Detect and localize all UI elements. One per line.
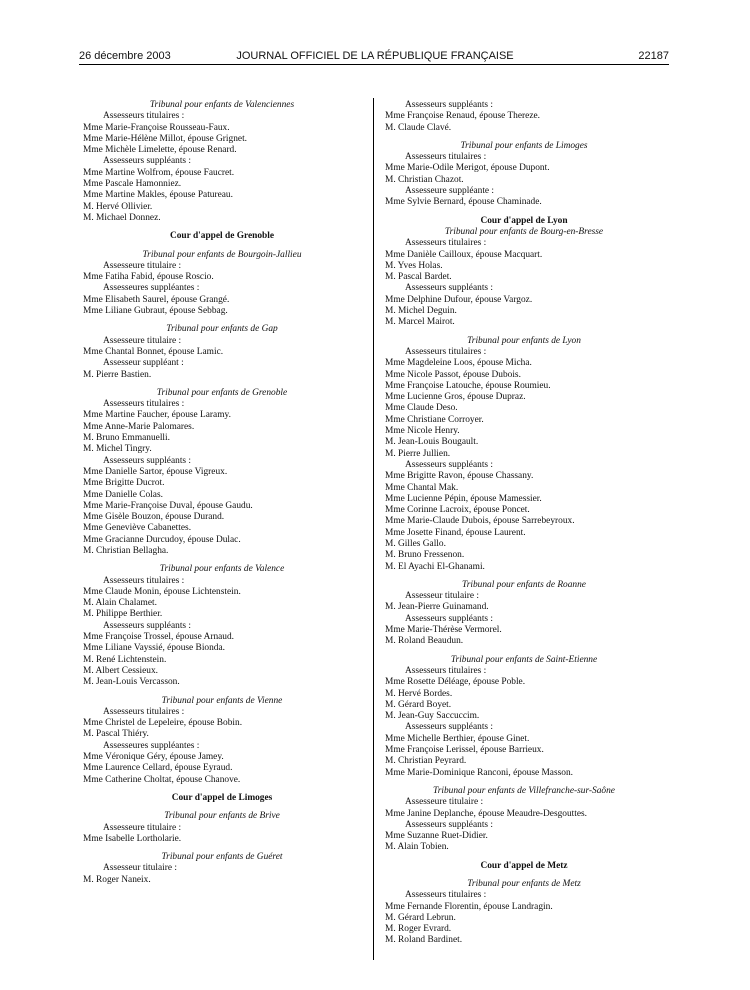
name-entry: Mme Brigitte Ravon, épouse Chassany. [385, 471, 534, 482]
assesseur-role-label: Assesseurs suppléants : [405, 722, 494, 733]
name-entry: Mme Martine Makles, épouse Patureau. [83, 190, 233, 201]
name-entry: Mme Isabelle Lortholarie. [83, 833, 182, 844]
name-entry: M. Michel Tingry. [83, 444, 152, 455]
assesseur-role-label: Assesseurs suppléants : [405, 100, 494, 110]
name-entry: M. Gérard Lebrun. [385, 912, 456, 923]
tribunal-heading: Tribunal pour enfants de Brive [164, 811, 280, 822]
name-entry: Mme Marie-Dominique Ranconi, épouse Masson. [385, 767, 573, 778]
header-journal-title: JOURNAL OFFICIEL DE LA RÉPUBLIQUE FRANÇAISE [236, 50, 514, 62]
tribunal-heading: Tribunal pour enfants de Saint-Etienne [450, 654, 598, 665]
name-entry: Mme Marie-Françoise Rousseau-Faux. [83, 122, 230, 133]
assesseur-role-label: Assesseurs titulaires : [103, 575, 185, 586]
tribunal-heading: Tribunal pour enfants de Vienne [161, 695, 283, 706]
name-entry: M. Christian Chazot. [385, 174, 464, 185]
assesseur-role-label: Assesseurs suppléants : [405, 613, 494, 624]
header-rule [79, 64, 669, 65]
name-entry: M. Philippe Berthier. [83, 609, 163, 620]
spacer [385, 779, 663, 786]
assesseur-role-label: Assesseures suppléantes : [103, 740, 200, 751]
assesseur-role-label: Assesseurs titulaires : [103, 706, 185, 717]
name-entry: Mme Françoise Lerissel, épouse Barrieux. [385, 745, 544, 756]
name-entry: Mme Danièle Cailloux, épouse Macquart. [385, 249, 543, 260]
spacer [385, 329, 663, 336]
tribunal-heading: Tribunal pour enfants de Valence [159, 564, 285, 575]
name-entry: Mme Claude Monin, épouse Lichtenstein. [83, 586, 241, 597]
name-entry: Mme Marie-Odile Merigot, épouse Dupont. [385, 163, 550, 174]
name-entry: M. Jean-Pierre Guinamand. [385, 602, 489, 613]
assesseur-role-label: Assesseurs titulaires : [405, 346, 487, 357]
name-entry: M. El Ayachi El-Ghanami. [385, 561, 485, 572]
tribunal-heading: Tribunal pour enfants de Bourg-en-Bresse [444, 226, 604, 237]
assesseur-role-label: Assesseurs titulaires : [405, 890, 487, 901]
name-entry: M. Claude Clavé. [385, 122, 452, 133]
spacer [385, 648, 663, 655]
name-entry: Mme Pascale Hamonniez. [83, 179, 182, 190]
name-entry: Mme Martine Faucher, épouse Laramy. [83, 410, 231, 421]
name-entry: Mme Fatiha Fabid, épouse Roscio. [83, 272, 214, 283]
name-entry: M. Pierre Jullien. [385, 448, 451, 459]
spacer [83, 243, 361, 250]
assesseur-role-label: Assesseur suppléant : [103, 358, 184, 369]
name-entry: Mme Véronique Géry, épouse Jamey. [83, 752, 224, 763]
assesseur-role-label: Assesseure titulaire : [103, 822, 182, 833]
name-entry: M. Hervé Ollivier. [83, 201, 153, 212]
name-entry: Mme Brigitte Ducrot. [83, 478, 165, 489]
header-date: 26 décembre 2003 [79, 50, 171, 62]
name-entry: Mme Marie-Thérèse Vermorel. [385, 625, 502, 636]
name-entry: Mme Janine Deplanche, épouse Meaudre-Desgouttes. [385, 808, 588, 819]
name-entry: M. Marcel Mairot. [385, 317, 455, 328]
cour-appel-heading: Cour d'appel de Grenoble [169, 231, 275, 242]
name-entry: M. Pierre Bastien. [83, 369, 152, 380]
assesseur-role-label: Assesseur titulaire : [103, 863, 177, 874]
assesseur-role-label: Assesseurs suppléants : [103, 156, 192, 167]
spacer [385, 854, 663, 861]
name-entry: Mme Nicole Henry. [385, 426, 460, 437]
name-entry: Mme Catherine Choltat, épouse Chanove. [83, 774, 241, 785]
cour-appel-heading: Cour d'appel de Metz [480, 860, 568, 871]
tribunal-heading: Tribunal pour enfants de Guéret [161, 852, 283, 863]
assesseur-role-label: Assesseur titulaire : [405, 591, 479, 602]
name-entry: Mme Lucienne Gros, épouse Dupraz. [385, 392, 526, 403]
name-entry: Mme Lucienne Pépin, épouse Mamessier. [385, 493, 542, 504]
name-entry: M. Christian Peyrard. [385, 756, 467, 767]
name-entry: Mme Danielle Colas. [83, 489, 163, 500]
tribunal-heading: Tribunal pour enfants de Grenoble [156, 387, 288, 398]
name-entry: Mme Josette Finand, épouse Laurent. [385, 527, 526, 538]
name-entry: Mme Liliane Vayssié, épouse Bionda. [83, 643, 225, 654]
spacer [83, 689, 361, 696]
name-entry: M. Christian Bellagha. [83, 545, 169, 556]
name-entry: Mme Laurence Cellard, épouse Eyraud. [83, 763, 233, 774]
spacer [385, 134, 663, 141]
name-entry: Mme Françoise Renaud, épouse Thereze. [385, 111, 540, 122]
name-entry: Mme Gisèle Bouzon, épouse Durand. [83, 512, 225, 523]
cour-appel-heading: Cour d'appel de Limoges [171, 792, 273, 803]
assesseur-role-label: Assesseurs titulaires : [405, 665, 487, 676]
name-entry: M. Gérard Boyet. [385, 699, 452, 710]
assesseur-role-label: Assesseurs suppléants : [405, 283, 494, 294]
tribunal-heading: Tribunal pour enfants de Bourgoin-Jallieu [142, 249, 302, 260]
spacer [83, 381, 361, 388]
name-entry: Mme Rosette Déléage, épouse Poble. [385, 677, 526, 688]
spacer [385, 573, 663, 580]
name-entry: Mme Anne-Marie Palomares. [83, 421, 195, 432]
name-entry: Mme Michelle Berthier, épouse Ginet. [385, 733, 530, 744]
tribunal-heading: Tribunal pour enfants de Roanne [462, 579, 586, 590]
name-entry: M. Bruno Emmanuelli. [83, 433, 170, 444]
cour-appel-heading: Cour d'appel de Lyon [480, 215, 568, 226]
name-entry: M. Michel Deguin. [385, 306, 457, 317]
name-entry: Mme Chantal Bonnet, épouse Lamic. [83, 346, 224, 357]
assesseur-role-label: Assesseurs titulaires : [405, 238, 487, 249]
assesseur-role-label: Assesseurs titulaires : [405, 152, 487, 163]
spacer [385, 209, 663, 216]
tribunal-heading: Tribunal pour enfants de Lyon [467, 335, 581, 346]
name-entry: Mme Geneviève Cabanettes. [83, 523, 192, 534]
name-entry: M. Alain Chalamet. [83, 598, 157, 609]
name-entry: M. Bruno Fressenon. [385, 550, 465, 561]
name-entry: M. Michael Donnez. [83, 212, 161, 223]
name-entry: M. Jean-Louis Bougault. [385, 437, 479, 448]
name-entry: Mme Elisabeth Saurel, épouse Grangé. [83, 294, 230, 305]
name-entry: M. Hervé Bordes. [385, 688, 453, 699]
assesseur-role-label: Assesseurs suppléants : [405, 459, 494, 470]
name-entry: M. Yves Holas. [385, 260, 443, 271]
name-entry: M. Gilles Gallo. [385, 538, 446, 549]
name-entry: Mme Sylvie Bernard, épouse Chaminade. [385, 197, 542, 208]
name-entry: M. René Lichtenstein. [83, 654, 167, 665]
name-entry: Mme Michèle Limelette, épouse Renard. [83, 145, 237, 156]
name-entry: M. Roland Bardinet. [385, 935, 463, 946]
tribunal-heading: Tribunal pour enfants de Gap [166, 324, 278, 335]
name-entry: Mme Fernande Florentin, épouse Landragin. [385, 901, 553, 912]
assesseur-role-label: Assesseurs titulaires : [103, 399, 185, 410]
name-entry: Mme Liliane Gubraut, épouse Sebbag. [83, 306, 228, 317]
name-entry: M. Albert Cessieux. [83, 665, 158, 676]
name-entry: Mme Nicole Passot, épouse Dubois. [385, 369, 521, 380]
spacer [83, 224, 361, 231]
column-divider [373, 98, 374, 960]
name-entry: M. Pascal Bardet. [385, 272, 452, 283]
tribunal-heading: Tribunal pour enfants de Limoges [460, 140, 588, 151]
spacer [83, 786, 361, 793]
name-entry: Mme Corinne Lacroix, épouse Poncet. [385, 505, 530, 516]
name-entry: M. Roland Beaudun. [385, 636, 464, 647]
name-entry: M. Roger Naneix. [83, 874, 151, 885]
name-entry: Mme Marie-Hélène Millot, épouse Grignet. [83, 133, 248, 144]
tribunal-heading: Tribunal pour enfants de Villefranche-sur-Saône [433, 785, 615, 796]
name-entry: Mme Françoise Latouche, épouse Roumieu. [385, 380, 551, 391]
header-page-number: 22187 [638, 50, 669, 62]
name-entry: M. Roger Evrard. [385, 924, 452, 935]
assesseur-role-label: Assesseurs suppléants : [103, 620, 192, 631]
name-entry: M. Jean-Louis Vercasson. [83, 677, 180, 688]
name-entry: Mme Magdeleine Loos, épouse Micha. [385, 358, 532, 369]
name-entry: Mme Marie-Claude Dubois, épouse Sarrebeyroux. [385, 516, 575, 527]
assesseur-role-label: Assesseure titulaire : [103, 260, 182, 271]
name-entry: M. Pascal Thiéry. [83, 729, 149, 740]
name-entry: Mme Suzanne Ruet-Didier. [385, 831, 488, 842]
name-entry: Mme Christiane Corroyer. [385, 414, 484, 425]
assesseur-role-label: Assesseure suppléante : [405, 186, 495, 197]
name-entry: Mme Françoise Trossel, épouse Arnaud. [83, 632, 235, 643]
assesseur-role-label: Assesseurs titulaires : [103, 111, 185, 122]
assesseur-role-label: Assesseure titulaire : [103, 335, 182, 346]
name-entry: Mme Christel de Lepeleire, épouse Bobin. [83, 718, 243, 729]
assesseur-role-label: Assesseures suppléantes : [103, 283, 200, 294]
name-entry: Mme Martine Wolfrom, épouse Faucret. [83, 167, 235, 178]
name-entry: Mme Claude Deso. [385, 403, 458, 414]
name-entry: Mme Delphine Dufour, épouse Vargoz. [385, 294, 533, 305]
spacer [385, 872, 663, 879]
right-column [385, 100, 663, 947]
tribunal-heading: Tribunal pour enfants de Valenciennes [149, 100, 295, 110]
tribunal-heading: Tribunal pour enfants de Metz [467, 879, 581, 889]
name-entry: Mme Danielle Sartor, épouse Vigreux. [83, 466, 228, 477]
name-entry: Mme Marie-Françoise Duval, épouse Gaudu. [83, 500, 253, 511]
assesseur-role-label: Assesseure titulaire : [405, 797, 484, 808]
left-column [83, 100, 361, 886]
assesseur-role-label: Assesseurs suppléants : [103, 455, 192, 466]
name-entry: Mme Gracianne Durcudoy, épouse Dulac. [83, 534, 241, 545]
name-entry: M. Alain Tobien. [385, 842, 449, 853]
name-entry: Mme Chantal Mak. [385, 482, 459, 493]
assesseur-role-label: Assesseurs suppléants : [405, 819, 494, 830]
name-entry: M. Jean-Guy Saccuccim. [385, 711, 480, 722]
